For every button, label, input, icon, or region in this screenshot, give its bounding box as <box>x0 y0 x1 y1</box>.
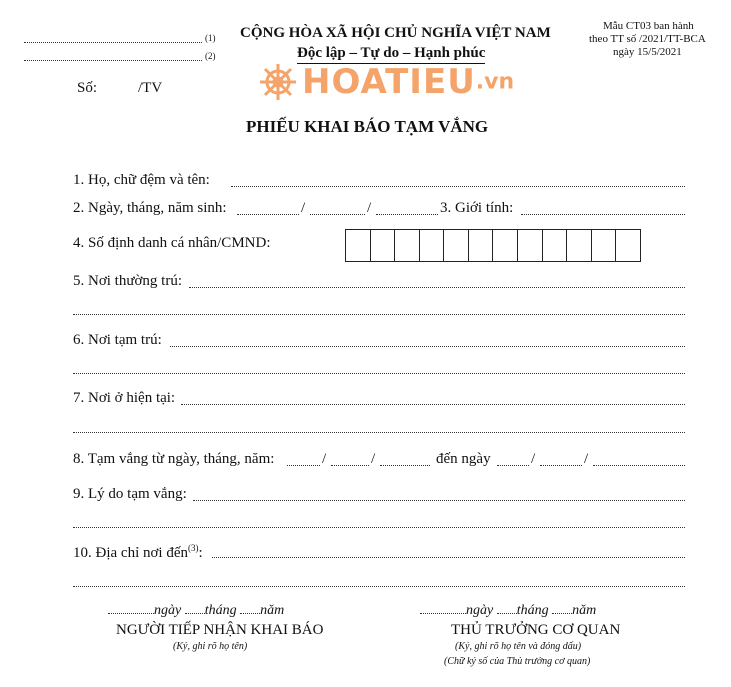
head-date-line <box>420 603 596 619</box>
id-number-boxes[interactable] <box>345 229 641 262</box>
field-full-name-label: 1. Họ, chữ đệm và tên: <box>73 172 210 188</box>
receiver-date-line <box>108 603 284 619</box>
permanent-residence-line-1[interactable] <box>189 287 685 288</box>
field-gender-label: 3. Giới tính: <box>440 200 514 216</box>
receiver-date-nam: năm <box>260 603 285 618</box>
absence-from-day-input[interactable] <box>287 465 320 466</box>
country-title: CỘNG HÒA XÃ HỘI CHỦ NGHĨA VIỆT NAM <box>240 25 551 41</box>
agency-line-2-marker: (2) <box>205 51 216 61</box>
absence-from-month-input[interactable] <box>331 465 369 466</box>
head-title: THỦ TRƯỞNG CƠ QUAN <box>451 622 621 638</box>
current-address-line-2[interactable] <box>73 432 685 433</box>
number-suffix: /TV <box>138 80 163 96</box>
permanent-residence-line-2[interactable] <box>73 314 685 315</box>
id-digit-box[interactable] <box>468 230 493 261</box>
absence-from-year-input[interactable] <box>380 465 430 466</box>
receiver-note: (Ký, ghi rõ họ tên) <box>173 641 248 652</box>
temporary-residence-line-1[interactable] <box>170 346 685 347</box>
form-date: ngày 15/5/2021 <box>613 46 682 58</box>
receiver-title: NGƯỜI TIẾP NHẬN KHAI BÁO <box>116 622 324 638</box>
id-digit-box[interactable] <box>542 230 567 261</box>
head-date-month-dots[interactable] <box>497 613 517 614</box>
id-digit-box[interactable] <box>517 230 542 261</box>
destination-label-text: 10. Địa chỉ nơi đến <box>73 545 188 561</box>
field-current-address-label: 7. Nơi ở hiện tại: <box>73 390 176 406</box>
temporary-residence-line-2[interactable] <box>73 373 685 374</box>
number-label: Số: <box>77 80 98 96</box>
agency-line-1-marker: (1) <box>205 33 216 43</box>
field-absence-period-label: 8. Tạm vắng từ ngày, tháng, năm: <box>73 451 275 467</box>
receiver-date-thang: tháng <box>204 603 237 618</box>
agency-line-1[interactable] <box>24 42 202 43</box>
destination-line-1[interactable] <box>212 557 685 558</box>
receiver-date-prefix-dots[interactable] <box>108 613 154 614</box>
id-digit-box[interactable] <box>419 230 444 261</box>
absence-to-year-input[interactable] <box>593 465 685 466</box>
destination-line-2[interactable] <box>73 586 685 587</box>
dob-year-input[interactable] <box>376 214 438 215</box>
receiver-date-year-dots[interactable] <box>240 613 260 614</box>
absence-from-sep-2: / <box>371 451 376 467</box>
field-reason-label: 9. Lý do tạm vắng: <box>73 486 187 502</box>
destination-colon: : <box>198 545 203 561</box>
receiver-date-month-dots[interactable] <box>185 613 205 614</box>
current-address-line-1[interactable] <box>181 404 685 405</box>
head-date-prefix-dots[interactable] <box>420 613 466 614</box>
reason-line-1[interactable] <box>193 500 685 501</box>
watermark-text: HOATIEU <box>302 62 476 102</box>
field-dob-label: 2. Ngày, tháng, năm sinh: <box>73 200 227 216</box>
receiver-date-ngay: ngày <box>154 603 182 618</box>
dob-sep-1: / <box>301 200 306 216</box>
id-digit-box[interactable] <box>443 230 468 261</box>
absence-to-month-input[interactable] <box>540 465 582 466</box>
destination-footnote-marker: (3) <box>188 543 199 553</box>
form-code: Mẫu CT03 ban hành <box>603 20 694 32</box>
id-digit-box[interactable] <box>591 230 616 261</box>
id-digit-box[interactable] <box>370 230 395 261</box>
absence-to-label: đến ngày <box>436 451 491 467</box>
field-permanent-residence-label: 5. Nơi thường trú: <box>73 273 182 289</box>
head-date-nam: năm <box>572 603 597 618</box>
id-digit-box[interactable] <box>492 230 517 261</box>
hoatieu-logo <box>258 62 514 102</box>
head-date-year-dots[interactable] <box>552 613 572 614</box>
head-note-1: (Ký, ghi rõ họ tên và đóng dấu) <box>455 641 582 652</box>
form-ref: theo TT số /2021/TT-BCA <box>589 33 706 45</box>
form-title: PHIẾU KHAI BÁO TẠM VẮNG <box>246 117 489 136</box>
absence-to-sep-4: / <box>584 451 589 467</box>
absence-to-sep-3: / <box>531 451 536 467</box>
id-digit-box[interactable] <box>615 230 640 261</box>
id-digit-box[interactable] <box>346 230 370 261</box>
helm-icon <box>258 62 298 102</box>
field-destination-label <box>73 543 203 562</box>
reason-line-2[interactable] <box>73 527 685 528</box>
absence-from-sep-1: / <box>322 451 327 467</box>
field-id-label: 4. Số định danh cá nhân/CMND: <box>73 235 271 251</box>
head-note-2: (Chữ ký số của Thủ trưởng cơ quan) <box>444 656 591 667</box>
motto: Độc lập – Tự do – Hạnh phúc <box>297 45 485 64</box>
field-temporary-residence-label: 6. Nơi tạm trú: <box>73 332 162 348</box>
dob-month-input[interactable] <box>310 214 365 215</box>
watermark-suffix: .vn <box>475 69 515 95</box>
dob-day-input[interactable] <box>237 214 299 215</box>
id-digit-box[interactable] <box>394 230 419 261</box>
id-digit-box[interactable] <box>566 230 591 261</box>
absence-to-day-input[interactable] <box>497 465 529 466</box>
agency-line-2[interactable] <box>24 60 202 61</box>
head-date-ngay: ngày <box>466 603 494 618</box>
field-full-name-input[interactable] <box>231 186 685 187</box>
head-date-thang: tháng <box>516 603 549 618</box>
field-gender-input[interactable] <box>521 214 685 215</box>
dob-sep-2: / <box>367 200 372 216</box>
